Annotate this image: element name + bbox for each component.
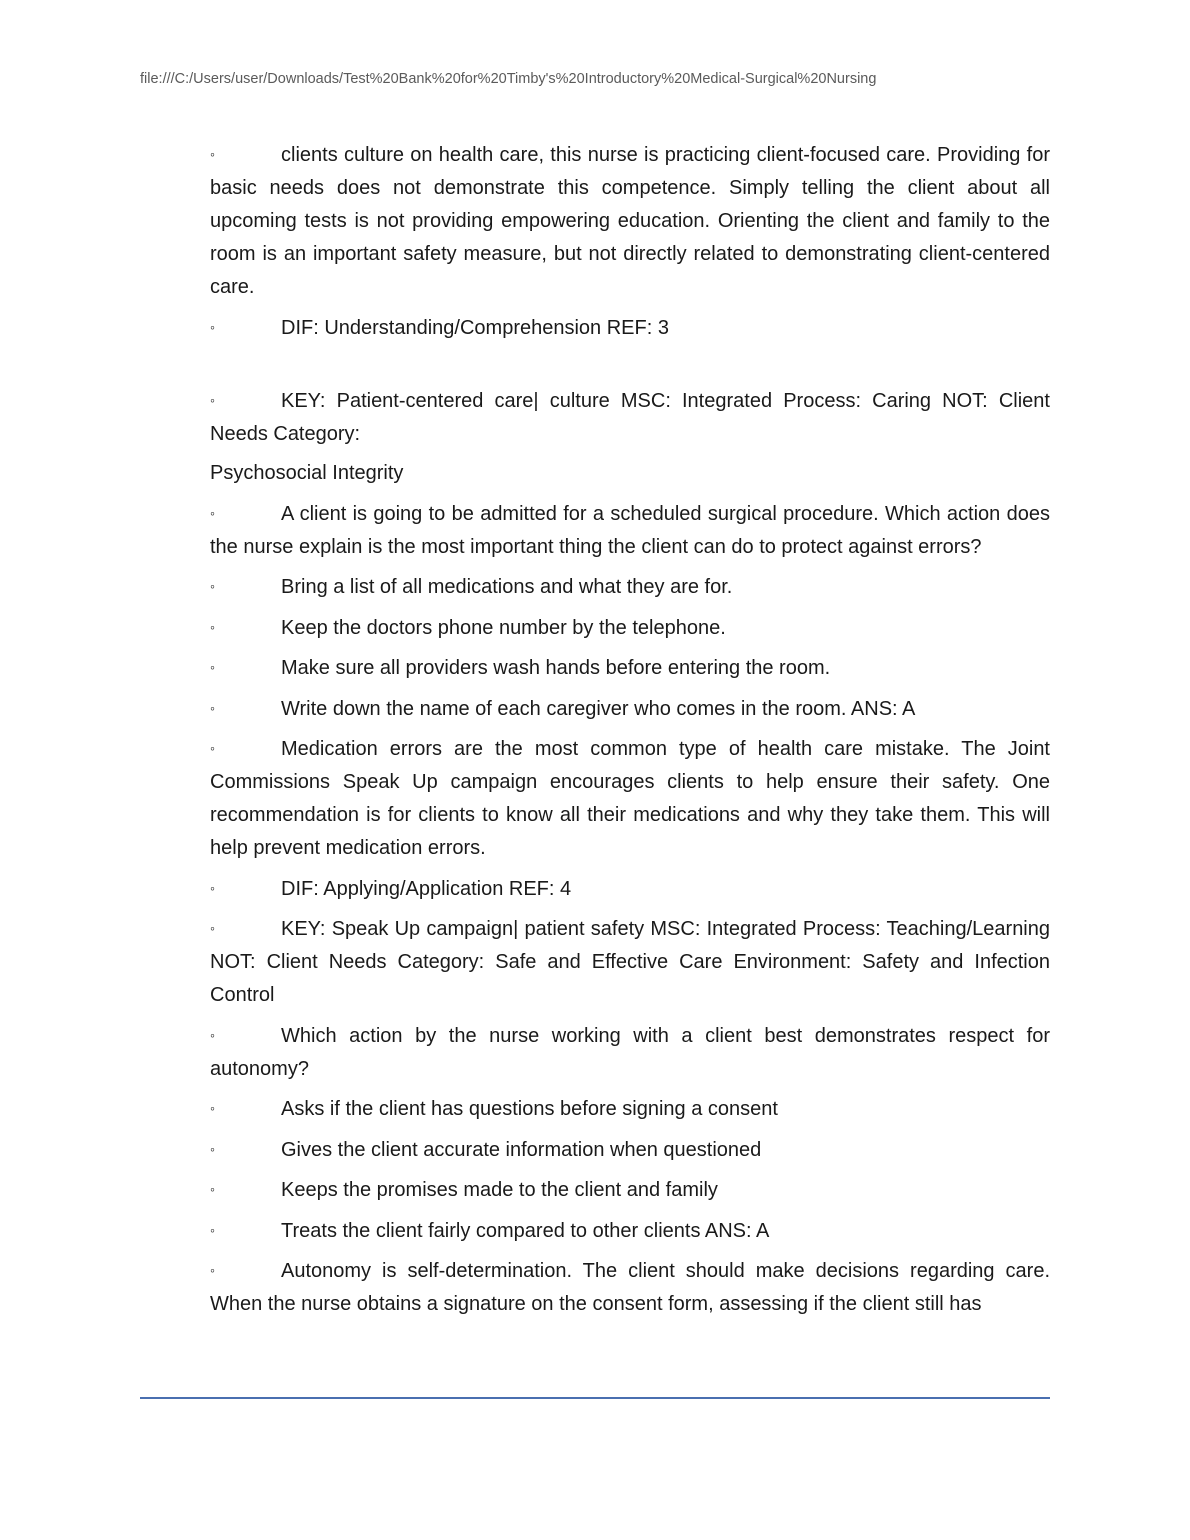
question-text: Which action by the nurse working with a client best demonstrates respect for autonomy? (210, 1024, 1050, 1080)
answer-option: Asks if the client has questions before signing a consent (281, 1098, 778, 1120)
list-item (210, 872, 1050, 906)
paragraph-text: clients culture on health care, this nurse is practicing client-focused care. Providing for basic needs does not demonstrate this competence. Simply telling the client about all upcoming tests is not providing empowering education. Orienting the client and family to the room is an important safety measure, but not directly related to demonstrating client-centered care. (210, 144, 1050, 298)
bullet-icon: ◦ (210, 1262, 215, 1278)
list-item (210, 311, 1050, 345)
list-item (210, 384, 1050, 451)
list-item (210, 912, 1050, 1012)
paragraph (210, 457, 1050, 490)
bullet-icon: ◦ (210, 578, 215, 594)
paragraph-text: DIF: Understanding/Comprehension REF: 3 (281, 316, 669, 339)
list-item (210, 1173, 1050, 1207)
answer-option: Treats the client fairly compared to other clients ANS: A (281, 1219, 770, 1242)
bullet-icon: ◦ (210, 659, 215, 675)
list-item (210, 1254, 1050, 1321)
bullet-icon: ◦ (210, 1026, 215, 1043)
list-item (210, 651, 1050, 685)
bullet-icon: ◦ (210, 504, 215, 521)
question-text: A client is going to be admitted for a scheduled surgical procedure. Which action does the nurse explain is the most important thing the client can do to protect against errors? (210, 502, 1050, 558)
footer-divider (140, 1397, 1050, 1399)
list-item (210, 1214, 1050, 1248)
list-item (210, 611, 1050, 645)
bullet-icon: ◦ (210, 1181, 215, 1197)
list-item (210, 1133, 1050, 1167)
bullet-icon: ◦ (210, 1221, 215, 1238)
list-item (210, 497, 1050, 564)
bullet-icon: ◦ (210, 879, 215, 896)
list-item (210, 732, 1050, 865)
paragraph-text: DIF: Applying/Application REF: 4 (281, 877, 572, 900)
bullet-icon: ◦ (210, 920, 215, 936)
bullet-icon: ◦ (210, 1100, 215, 1116)
answer-option: Write down the name of each caregiver who comes in the room. ANS: A (281, 697, 916, 720)
document-body (210, 138, 1050, 1328)
bullet-icon: ◦ (210, 318, 215, 335)
paragraph-text: KEY: Patient-centered care| culture MSC: Integrated Process: Caring NOT: Client Needs Category: (210, 389, 1050, 445)
answer-option: Keep the doctors phone number by the telephone. (281, 616, 726, 639)
answer-option: Bring a list of all medications and what they are for. (281, 576, 733, 598)
bullet-icon: ◦ (210, 740, 215, 756)
bullet-icon: ◦ (210, 1140, 215, 1157)
bullet-icon: ◦ (210, 146, 215, 162)
bullet-icon: ◦ (210, 391, 215, 408)
rationale-text: Autonomy is self-determination. The client should make decisions regarding care. When the nurse obtains a signature on the consent form, assessing if the client still has (210, 1260, 1050, 1315)
rationale-text: Medication errors are the most common type of health care mistake. The Joint Commissions Speak Up campaign encourages clients to help ensure their safety. One recommendation is for clients to know all their medications and why they take them. This will help prevent medication errors. (210, 738, 1050, 859)
paragraph-text: KEY: Speak Up campaign| patient safety MSC: Integrated Process: Teaching/Learning NOT: Client Needs Category: Safe and Effective Care Environment: Safety and Infection Control (210, 918, 1050, 1006)
list-item (210, 138, 1050, 304)
page-url-header: file:///C:/Users/user/Downloads/Test%20Bank%20for%20Timby's%20Introductory%20Medical-Surgical%20Nursing (140, 71, 877, 87)
list-item (210, 692, 1050, 726)
paragraph-text: Psychosocial Integrity (210, 462, 404, 484)
list-item (210, 1019, 1050, 1086)
answer-option: Make sure all providers wash hands before entering the room. (281, 657, 831, 679)
bullet-icon: ◦ (210, 618, 215, 635)
bullet-icon: ◦ (210, 699, 215, 716)
list-item (210, 570, 1050, 604)
answer-option: Gives the client accurate information when questioned (281, 1138, 762, 1161)
answer-option: Keeps the promises made to the client and family (281, 1179, 718, 1201)
list-item (210, 1092, 1050, 1126)
